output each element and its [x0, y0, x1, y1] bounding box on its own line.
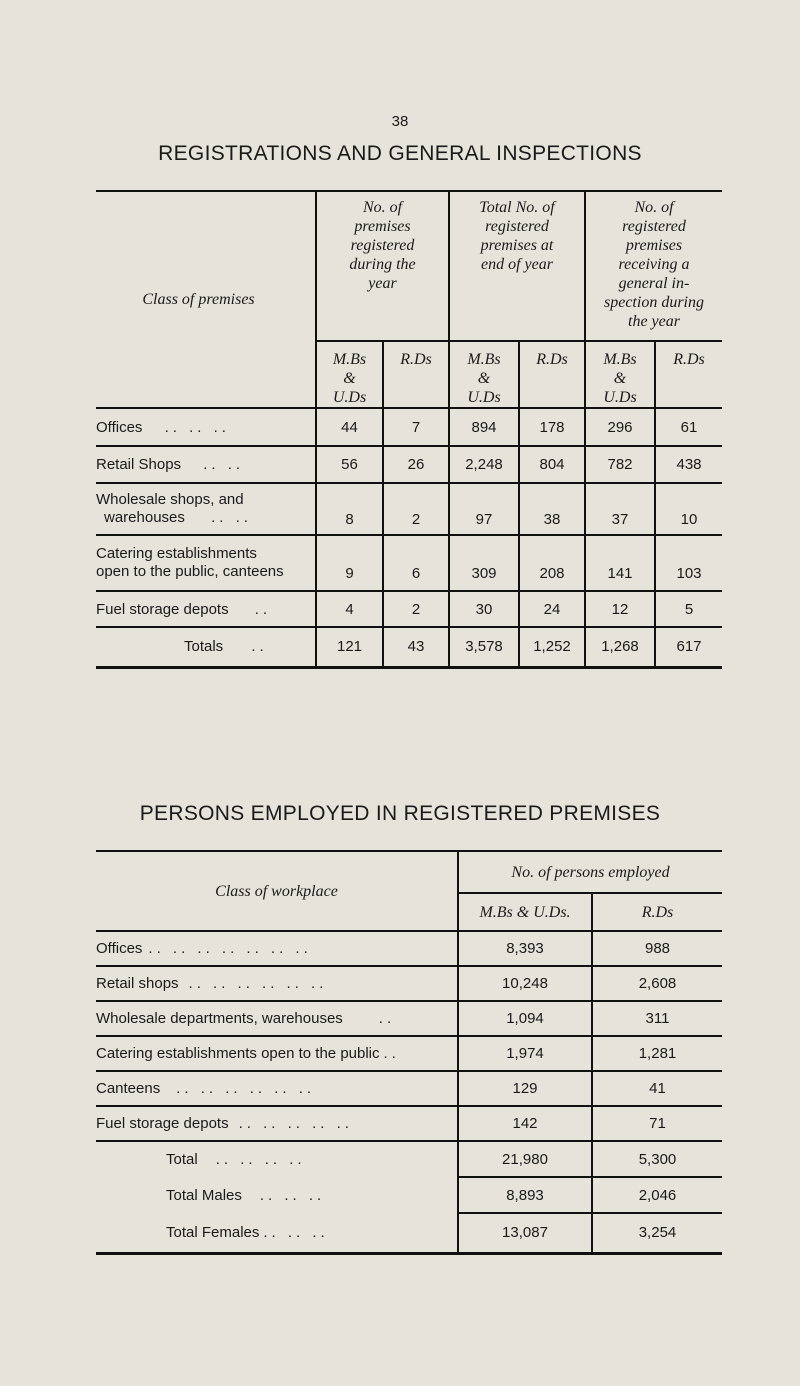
- table-cell: 141: [585, 535, 655, 591]
- table-cell: 438: [655, 446, 722, 483]
- total-males-row: [96, 1177, 722, 1213]
- table-cell: 311: [592, 1001, 722, 1036]
- row-label: Offices .. .. ..: [96, 408, 316, 446]
- table-cell: 309: [449, 535, 519, 591]
- table-cell: 1,252: [519, 627, 585, 667]
- table-cell: 2,248: [449, 446, 519, 483]
- subheader-mbs-uds: M.Bs & U.Ds: [585, 341, 655, 408]
- row-label: Total .. .. .. ..: [96, 1141, 458, 1177]
- subheader-mbs-uds: M.Bs & U.Ds: [316, 341, 383, 408]
- table-cell: 894: [449, 408, 519, 446]
- table-cell: 617: [655, 627, 722, 667]
- group-header-total-registered: Total No. of registered premises at end of year: [449, 191, 585, 341]
- class-of-premises-header: Class of premises: [96, 191, 316, 408]
- table-row: [96, 1071, 722, 1106]
- table-row: [96, 1106, 722, 1141]
- row-label: Retail Shops .. ..: [96, 446, 316, 483]
- table-cell: 4: [316, 591, 383, 627]
- row-label: Fuel storage depots ..: [96, 591, 316, 627]
- group-header-registered-during-year: No. of premises registered during the year: [316, 191, 449, 341]
- table-cell: 103: [655, 535, 722, 591]
- group-header-general-inspection: No. of registered premises receiving a general in- spection during the year: [585, 191, 722, 341]
- table-row: [96, 483, 722, 535]
- table-row: [96, 535, 722, 591]
- table-cell: 121: [316, 627, 383, 667]
- table-cell: 24: [519, 591, 585, 627]
- row-label: Wholesale departments, warehouses ..: [96, 1001, 458, 1036]
- table-cell: 71: [592, 1106, 722, 1141]
- table-cell: 5: [655, 591, 722, 627]
- table-cell: 5,300: [592, 1141, 722, 1177]
- table-cell: 142: [458, 1106, 592, 1141]
- page-number: 38: [391, 113, 409, 130]
- row-label: Catering establishments open to the public ..: [96, 1036, 458, 1071]
- table-cell: 129: [458, 1071, 592, 1106]
- row-label: Total Males .. .. ..: [96, 1177, 458, 1213]
- subheader-mbs-uds: M.Bs & U.Ds: [449, 341, 519, 408]
- table-row: [96, 931, 722, 966]
- table-cell: 3,578: [449, 627, 519, 667]
- table-cell: 1,094: [458, 1001, 592, 1036]
- subheader-rds: R.Ds: [655, 341, 722, 408]
- table-cell: 178: [519, 408, 585, 446]
- table-cell: 296: [585, 408, 655, 446]
- table-cell: 8,393: [458, 931, 592, 966]
- row-label: Retail shops .. .. .. .. .. ..: [96, 966, 458, 1001]
- subheader-rds: R.Ds: [519, 341, 585, 408]
- table-cell: 10,248: [458, 966, 592, 1001]
- row-label: Wholesale shops, and warehouses .. ..: [96, 483, 316, 535]
- table-cell: 2,046: [592, 1177, 722, 1213]
- table-cell: 97: [449, 483, 519, 535]
- table-cell: 21,980: [458, 1141, 592, 1177]
- table-cell: 1,974: [458, 1036, 592, 1071]
- table-row: [96, 408, 722, 446]
- table-cell: 30: [449, 591, 519, 627]
- row-label: Fuel storage depots .. .. .. .. ..: [96, 1106, 458, 1141]
- table-cell: 208: [519, 535, 585, 591]
- table-cell: 6: [383, 535, 449, 591]
- table-cell: 1,268: [585, 627, 655, 667]
- table-row: [96, 591, 722, 627]
- table-cell: 1,281: [592, 1036, 722, 1071]
- row-label: Totals ..: [96, 627, 316, 667]
- table-cell: 988: [592, 931, 722, 966]
- table-row: [96, 1036, 722, 1071]
- table-cell: 2,608: [592, 966, 722, 1001]
- table-cell: 56: [316, 446, 383, 483]
- total-row: [96, 1141, 722, 1177]
- subheader-rds: R.Ds: [592, 893, 722, 931]
- table-cell: 43: [383, 627, 449, 667]
- persons-employed-table: [96, 850, 722, 1255]
- section-title-registrations: REGISTRATIONS AND GENERAL INSPECTIONS: [158, 142, 642, 165]
- totals-row: [96, 627, 722, 667]
- table-row: [96, 1001, 722, 1036]
- table-cell: 2: [383, 483, 449, 535]
- row-label: Offices .. .. .. .. .. .. ..: [96, 931, 458, 966]
- table-cell: 41: [592, 1071, 722, 1106]
- table-cell: 26: [383, 446, 449, 483]
- row-label: Total Females .. .. ..: [96, 1213, 458, 1253]
- table-cell: 10: [655, 483, 722, 535]
- section-title-persons-employed: PERSONS EMPLOYED IN REGISTERED PREMISES: [139, 802, 661, 825]
- table-cell: 61: [655, 408, 722, 446]
- row-label: Canteens .. .. .. .. .. ..: [96, 1071, 458, 1106]
- table-cell: 44: [316, 408, 383, 446]
- table-cell: 13,087: [458, 1213, 592, 1253]
- table-row: [96, 966, 722, 1001]
- table-row: [96, 446, 722, 483]
- group-header-persons-employed: No. of persons employed: [458, 851, 722, 893]
- table-cell: 782: [585, 446, 655, 483]
- table-cell: 7: [383, 408, 449, 446]
- table-cell: 12: [585, 591, 655, 627]
- table-cell: 804: [519, 446, 585, 483]
- row-label: Catering establishments open to the public, canteens: [96, 535, 316, 591]
- table-cell: 9: [316, 535, 383, 591]
- table-cell: 38: [519, 483, 585, 535]
- table-cell: 2: [383, 591, 449, 627]
- class-of-workplace-header: Class of workplace: [96, 851, 458, 931]
- table-cell: 8: [316, 483, 383, 535]
- subheader-mbs-uds: M.Bs & U.Ds.: [458, 893, 592, 931]
- table-cell: 8,893: [458, 1177, 592, 1213]
- subheader-rds: R.Ds: [383, 341, 449, 408]
- table-cell: 3,254: [592, 1213, 722, 1253]
- total-females-row: [96, 1213, 722, 1253]
- table-cell: 37: [585, 483, 655, 535]
- registrations-table: [96, 190, 722, 669]
